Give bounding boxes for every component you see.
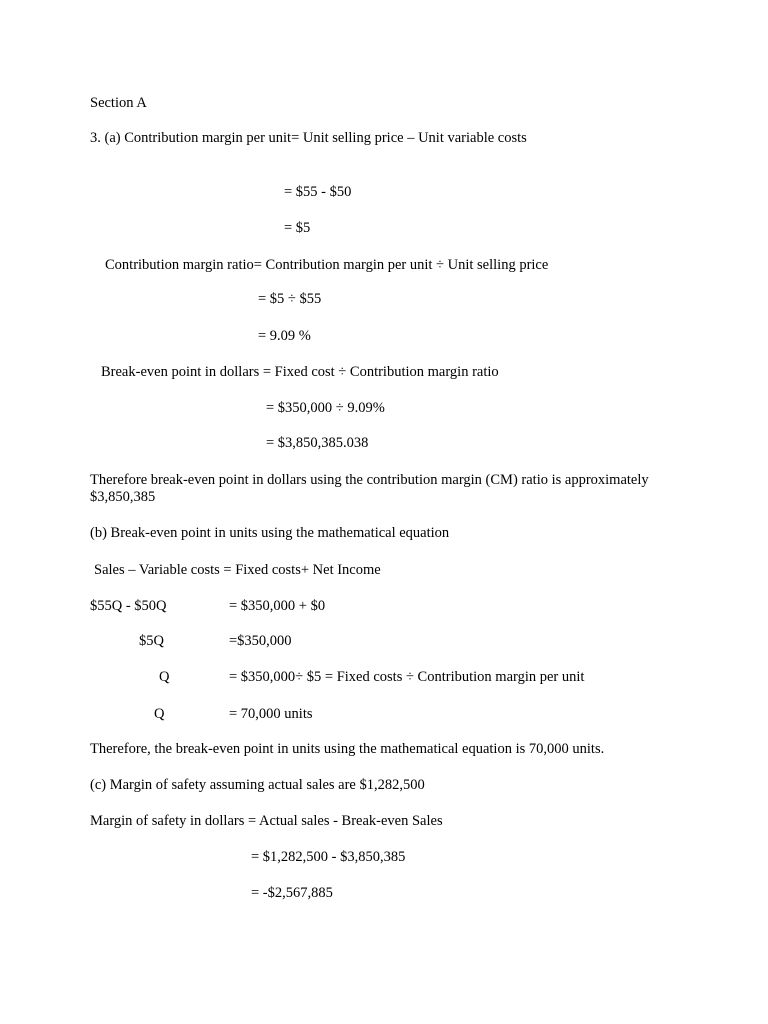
equation-row-2-left: $5Q xyxy=(139,633,164,649)
section-title: Section A xyxy=(90,95,147,111)
equation-row-1-left: $55Q - $50Q xyxy=(90,598,167,614)
part-a-heading: 3. (a) Contribution margin per unit= Unit selling price – Unit variable costs xyxy=(90,130,527,146)
equation-row-4-right: = 70,000 units xyxy=(229,706,313,722)
equation-row-3-left: Q xyxy=(159,669,170,685)
bep-dollars-step-2: = $3,850,385.038 xyxy=(266,435,369,451)
margin-of-safety-step-1: = $1,282,500 - $3,850,385 xyxy=(251,849,406,865)
equation-row-3-right: = $350,000÷ $5 = Fixed costs ÷ Contribution margin per unit xyxy=(229,669,585,685)
cm-ratio-step-2: = 9.09 % xyxy=(258,328,311,344)
part-b-conclusion: Therefore, the break-even point in units using the mathematical equation is 70,000 units. xyxy=(90,741,605,757)
equation-row-1-right: = $350,000 + $0 xyxy=(229,598,326,614)
cm-ratio-step-1: = $5 ÷ $55 xyxy=(258,291,322,307)
bep-dollars-heading: Break-even point in dollars = Fixed cost ÷ Contribution margin ratio xyxy=(101,364,499,380)
part-b-heading: (b) Break-even point in units using the mathematical equation xyxy=(90,525,450,541)
cm-step-1: = $55 - $50 xyxy=(284,184,352,200)
equation-row-4-left: Q xyxy=(154,706,165,722)
part-a-conclusion: Therefore break-even point in dollars using the contribution margin (CM) ratio is approximately $3,850,385 xyxy=(90,472,649,505)
part-c-heading: (c) Margin of safety assuming actual sales are $1,282,500 xyxy=(90,777,425,793)
equation-row-2-right: =$350,000 xyxy=(229,633,292,649)
bep-dollars-step-1: = $350,000 ÷ 9.09% xyxy=(266,400,385,416)
part-b-equation: Sales – Variable costs = Fixed costs+ Net Income xyxy=(94,562,381,578)
margin-of-safety-step-2: = -$2,567,885 xyxy=(251,885,333,901)
margin-of-safety-formula: Margin of safety in dollars = Actual sales - Break-even Sales xyxy=(90,813,443,829)
cm-ratio-heading: Contribution margin ratio= Contribution margin per unit ÷ Unit selling price xyxy=(105,257,549,273)
cm-step-2: = $5 xyxy=(284,220,311,236)
